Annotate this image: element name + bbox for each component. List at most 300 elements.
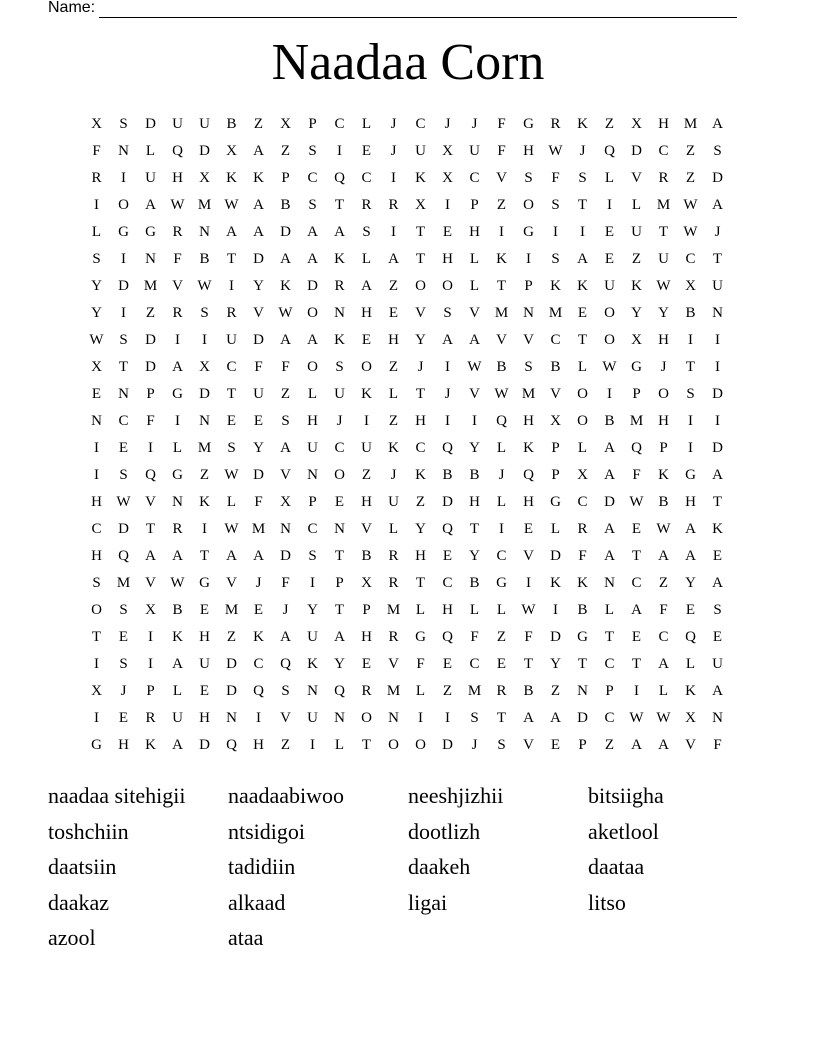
grid-letter: T [496, 278, 507, 294]
grid-letter: L [307, 386, 318, 402]
grid-letter: S [119, 116, 128, 132]
grid-letter: U [658, 251, 669, 267]
word-list-item: ntsidigoi [228, 818, 306, 844]
grid-letter: D [145, 359, 156, 375]
grid-letter: C [658, 143, 669, 159]
grid-letter: F [416, 656, 425, 672]
grid-letter: A [145, 548, 156, 564]
grid-letter: W [602, 359, 617, 375]
grid-letter: B [469, 467, 480, 483]
grid-letter: W [656, 521, 671, 537]
grid-letter: R [361, 197, 372, 213]
grid-letter: W [467, 359, 482, 375]
grid-letter: A [172, 359, 183, 375]
grid-letter: D [199, 386, 210, 402]
grid-letter: H [442, 602, 453, 618]
grid-letter: R [550, 116, 561, 132]
grid-letter: Q [118, 548, 129, 564]
name-label: Name: [48, 0, 96, 16]
grid-letter: E [334, 494, 345, 510]
grid-letter: Q [442, 440, 453, 456]
grid-letter: R [388, 575, 399, 591]
grid-letter: S [335, 359, 344, 375]
grid-letter: Z [280, 737, 291, 753]
grid-letter: V [523, 332, 534, 348]
grid-letter: Z [658, 575, 669, 591]
grid-letter: I [418, 710, 423, 726]
grid-letter: K [415, 467, 426, 483]
grid-letter: Z [388, 359, 399, 375]
grid-letter: R [361, 683, 372, 699]
grid-letter: H [469, 224, 480, 240]
grid-letter: C [658, 629, 669, 645]
grid-letter: L [415, 683, 426, 699]
grid-letter: D [226, 683, 237, 699]
grid-letter: Y [91, 278, 102, 294]
grid-letter: D [550, 629, 561, 645]
grid-letter: K [577, 278, 588, 294]
word-list-item: litso [588, 889, 626, 915]
word-list-item: daakaz [48, 889, 110, 915]
grid-letter: H [307, 413, 318, 429]
grid-letter: R [334, 278, 345, 294]
grid-letter: M [197, 440, 212, 456]
grid-letter: C [577, 494, 588, 510]
word-list [48, 779, 768, 957]
grid-letter: Q [496, 413, 507, 429]
letter-grid [83, 114, 731, 762]
grid-letter: W [629, 494, 644, 510]
grid-letter: K [577, 575, 588, 591]
grid-letter: I [715, 359, 720, 375]
grid-letter: G [172, 386, 183, 402]
grid-letter: R [226, 305, 237, 321]
word-list-item: aketlool [588, 818, 659, 844]
grid-letter: N [226, 710, 237, 726]
grid-letter: A [307, 332, 318, 348]
grid-letter: K [145, 737, 156, 753]
grid-letter: I [526, 575, 531, 591]
grid-letter: T [118, 359, 129, 375]
grid-letter: D [118, 278, 129, 294]
grid-letter: X [442, 170, 453, 186]
grid-letter: I [715, 413, 720, 429]
grid-letter: A [577, 251, 588, 267]
grid-letter: K [685, 683, 696, 699]
grid-letter: I [553, 224, 558, 240]
grid-letter: Z [550, 683, 561, 699]
grid-letter: V [631, 170, 642, 186]
grid-letter: A [712, 197, 723, 213]
grid-letter: R [496, 683, 507, 699]
grid-letter: D [577, 710, 588, 726]
grid-letter: V [172, 278, 183, 294]
grid-letter: O [118, 197, 129, 213]
grid-letter: T [496, 710, 507, 726]
grid-letter: W [656, 710, 671, 726]
grid-letter: Z [415, 494, 426, 510]
grid-letter: B [172, 602, 183, 618]
grid-letter: O [577, 413, 588, 429]
grid-letter: L [685, 656, 696, 672]
grid-letter: I [445, 359, 450, 375]
grid-letter: K [334, 251, 345, 267]
grid-letter: N [145, 251, 156, 267]
grid-letter: Z [280, 386, 291, 402]
grid-letter: E [712, 629, 723, 645]
grid-letter: K [361, 386, 372, 402]
grid-letter: P [146, 683, 155, 699]
grid-letter: X [91, 116, 102, 132]
grid-letter: A [631, 737, 642, 753]
grid-letter: E [361, 143, 372, 159]
grid-letter: V [280, 467, 291, 483]
grid-letter: S [200, 305, 209, 321]
grid-letter: S [470, 710, 479, 726]
grid-letter: I [607, 386, 612, 402]
grid-letter: D [253, 251, 264, 267]
grid-letter: W [170, 575, 185, 591]
grid-letter: L [658, 683, 669, 699]
grid-letter: U [307, 710, 318, 726]
grid-letter: S [308, 197, 317, 213]
grid-letter: H [253, 737, 264, 753]
grid-letter: U [469, 143, 480, 159]
grid-letter: R [388, 197, 399, 213]
grid-letter: G [199, 575, 210, 591]
grid-letter: U [172, 116, 183, 132]
grid-letter: E [361, 656, 372, 672]
grid-letter: I [364, 413, 369, 429]
grid-letter: R [658, 170, 669, 186]
grid-letter: G [145, 224, 156, 240]
grid-letter: J [336, 413, 343, 429]
grid-letter: H [91, 548, 102, 564]
grid-letter: V [415, 305, 426, 321]
grid-letter: A [172, 656, 183, 672]
grid-letter: F [281, 575, 290, 591]
grid-letter: O [577, 386, 588, 402]
grid-letter: I [499, 521, 504, 537]
grid-letter: O [604, 332, 615, 348]
grid-letter: T [415, 386, 426, 402]
grid-letter: Z [226, 629, 237, 645]
grid-letter: Q [604, 143, 615, 159]
grid-letter: C [415, 440, 426, 456]
grid-letter: G [496, 575, 507, 591]
grid-letter: I [391, 170, 396, 186]
grid-letter: I [688, 440, 693, 456]
grid-letter: R [91, 170, 102, 186]
grid-letter: M [143, 278, 158, 294]
grid-letter: B [550, 359, 561, 375]
grid-letter: H [658, 116, 669, 132]
grid-letter: S [578, 170, 587, 186]
grid-letter: U [226, 332, 237, 348]
grid-letter: Z [388, 413, 399, 429]
grid-letter: T [577, 197, 588, 213]
grid-letter: S [92, 251, 101, 267]
grid-letter: C [415, 116, 426, 132]
grid-letter: A [253, 143, 264, 159]
grid-letter: H [658, 413, 669, 429]
grid-letter: R [172, 305, 183, 321]
grid-letter: V [685, 737, 696, 753]
grid-letter: L [172, 683, 183, 699]
grid-letter: G [91, 737, 102, 753]
grid-letter: S [524, 170, 533, 186]
grid-letter: I [148, 656, 153, 672]
grid-letter: K [253, 170, 264, 186]
grid-letter: Q [253, 683, 264, 699]
grid-letter: P [632, 386, 641, 402]
grid-letter: F [173, 251, 182, 267]
grid-letter: V [388, 656, 399, 672]
grid-letter: A [604, 548, 615, 564]
grid-letter: I [310, 575, 315, 591]
grid-letter: C [307, 521, 318, 537]
grid-letter: Z [685, 170, 696, 186]
grid-letter: H [685, 494, 696, 510]
grid-letter: W [683, 224, 698, 240]
grid-letter: A [658, 656, 669, 672]
grid-letter: T [577, 656, 588, 672]
grid-letter: I [553, 602, 558, 618]
grid-letter: V [550, 386, 561, 402]
grid-letter: I [634, 683, 639, 699]
grid-letter: J [390, 467, 397, 483]
grid-letter: W [521, 602, 536, 618]
grid-letter: B [280, 197, 291, 213]
grid-letter: S [362, 224, 371, 240]
grid-letter: Q [172, 143, 183, 159]
grid-letter: S [119, 656, 128, 672]
grid-letter: P [308, 494, 317, 510]
grid-letter: F [632, 467, 641, 483]
grid-letter: V [523, 548, 534, 564]
word-list-item: daakeh [408, 854, 471, 879]
grid-letter: V [226, 575, 237, 591]
grid-letter: K [577, 116, 588, 132]
grid-letter: P [281, 170, 290, 186]
grid-letter: A [334, 224, 345, 240]
grid-letter: N [334, 305, 345, 321]
grid-letter: N [334, 710, 345, 726]
grid-letter: P [605, 683, 614, 699]
grid-letter: M [683, 116, 698, 132]
grid-letter: E [91, 386, 102, 402]
grid-letter: H [523, 413, 534, 429]
grid-letter: F [659, 602, 668, 618]
grid-letter: P [551, 440, 560, 456]
word-list-item: alkaad [228, 889, 286, 915]
grid-letter: U [415, 143, 426, 159]
grid-letter: I [94, 467, 99, 483]
grid-letter: V [496, 332, 507, 348]
grid-letter: T [226, 386, 237, 402]
grid-letter: I [472, 413, 477, 429]
grid-letter: I [94, 440, 99, 456]
grid-letter: J [714, 224, 721, 240]
grid-letter: S [92, 575, 101, 591]
grid-letter: I [94, 656, 99, 672]
grid-letter: M [197, 197, 212, 213]
grid-letter: Y [253, 440, 264, 456]
grid-letter: W [197, 278, 212, 294]
grid-letter: H [523, 494, 534, 510]
grid-letter: A [280, 629, 291, 645]
grid-letter: E [226, 413, 237, 429]
grid-letter: G [415, 629, 426, 645]
grid-letter: K [307, 656, 318, 672]
grid-letter: Q [631, 440, 642, 456]
grid-letter: C [334, 440, 345, 456]
grid-letter: S [281, 683, 290, 699]
grid-letter: F [524, 629, 533, 645]
grid-letter: V [145, 575, 156, 591]
grid-letter: B [658, 494, 669, 510]
grid-letter: F [281, 359, 290, 375]
grid-letter: U [172, 710, 183, 726]
grid-letter: Q [523, 467, 534, 483]
grid-letter: C [91, 521, 102, 537]
grid-letter: D [199, 143, 210, 159]
grid-letter: X [577, 467, 588, 483]
grid-letter: Z [253, 116, 264, 132]
grid-letter: W [224, 467, 239, 483]
grid-letter: O [523, 197, 534, 213]
grid-letter: T [334, 548, 345, 564]
grid-letter: T [334, 197, 345, 213]
grid-letter: S [551, 251, 560, 267]
grid-letter: Z [145, 305, 156, 321]
grid-letter: Q [334, 683, 345, 699]
grid-letter: N [604, 575, 615, 591]
grid-letter: E [199, 683, 210, 699]
grid-letter: C [226, 359, 237, 375]
grid-letter: E [442, 656, 453, 672]
grid-letter: T [631, 656, 642, 672]
grid-letter: K [658, 467, 669, 483]
grid-letter: X [199, 170, 210, 186]
grid-letter: A [226, 548, 237, 564]
grid-letter: S [686, 386, 695, 402]
grid-letter: T [469, 521, 480, 537]
grid-letter: W [683, 197, 698, 213]
grid-letter: G [523, 224, 534, 240]
grid-letter: H [415, 413, 426, 429]
grid-letter: S [713, 143, 722, 159]
grid-letter: U [253, 386, 264, 402]
grid-letter: U [199, 116, 210, 132]
grid-letter: F [254, 494, 263, 510]
grid-letter: N [280, 521, 291, 537]
grid-letter: A [523, 710, 534, 726]
grid-letter: F [578, 548, 587, 564]
grid-letter: N [388, 710, 399, 726]
grid-letter: W [548, 143, 563, 159]
grid-letter: W [116, 494, 131, 510]
grid-letter: I [391, 224, 396, 240]
grid-letter: F [92, 143, 101, 159]
grid-letter: H [118, 737, 129, 753]
grid-letter: I [445, 710, 450, 726]
grid-letter: B [226, 116, 237, 132]
grid-letter: T [145, 521, 156, 537]
grid-letter: W [170, 197, 185, 213]
grid-letter: F [551, 170, 560, 186]
grid-letter: A [145, 197, 156, 213]
grid-letter: R [577, 521, 588, 537]
grid-letter: O [658, 386, 669, 402]
grid-letter: E [118, 440, 129, 456]
grid-letter: Z [685, 143, 696, 159]
grid-letter: I [94, 197, 99, 213]
grid-letter: U [712, 278, 723, 294]
grid-letter: H [172, 170, 183, 186]
grid-letter: K [712, 521, 723, 537]
grid-letter: T [631, 548, 642, 564]
grid-letter: H [361, 494, 372, 510]
word-list-item: toshchiin [48, 818, 129, 844]
grid-letter: B [523, 683, 534, 699]
grid-letter: S [524, 359, 533, 375]
grid-letter: V [253, 305, 264, 321]
grid-letter: C [496, 548, 507, 564]
grid-letter: A [280, 332, 291, 348]
grid-letter: G [172, 467, 183, 483]
grid-letter: P [470, 197, 479, 213]
grid-letter: N [199, 413, 210, 429]
grid-letter: Y [334, 656, 345, 672]
grid-letter: U [145, 170, 156, 186]
grid-letter: T [604, 629, 615, 645]
grid-letter: J [390, 116, 397, 132]
grid-letter: D [253, 332, 264, 348]
grid-letter: U [388, 494, 399, 510]
grid-letter: R [172, 224, 183, 240]
grid-letter: X [361, 575, 372, 591]
grid-letter: Q [226, 737, 237, 753]
grid-letter: T [712, 494, 723, 510]
grid-letter: N [118, 386, 129, 402]
grid-letter: M [494, 305, 509, 321]
grid-letter: V [280, 710, 291, 726]
grid-letter: I [94, 710, 99, 726]
word-list-item: bitsiigha [588, 783, 664, 808]
grid-letter: Q [442, 521, 453, 537]
grid-letter: G [550, 494, 561, 510]
grid-letter: P [578, 737, 587, 753]
grid-letter: I [445, 413, 450, 429]
grid-letter: O [415, 737, 426, 753]
grid-letter: D [712, 440, 723, 456]
name-blank-underline [99, 3, 737, 18]
grid-letter: H [91, 494, 102, 510]
grid-letter: J [579, 143, 586, 159]
grid-letter: L [145, 143, 156, 159]
grid-letter: V [523, 737, 534, 753]
grid-letter: T [199, 548, 210, 564]
grid-letter: S [443, 305, 452, 321]
grid-letter: B [361, 548, 372, 564]
grid-letter: M [224, 602, 239, 618]
grid-letter: A [442, 332, 453, 348]
word-list-item: daataa [588, 854, 645, 879]
grid-letter: E [118, 629, 129, 645]
grid-letter: L [469, 251, 480, 267]
grid-letter: J [471, 737, 478, 753]
